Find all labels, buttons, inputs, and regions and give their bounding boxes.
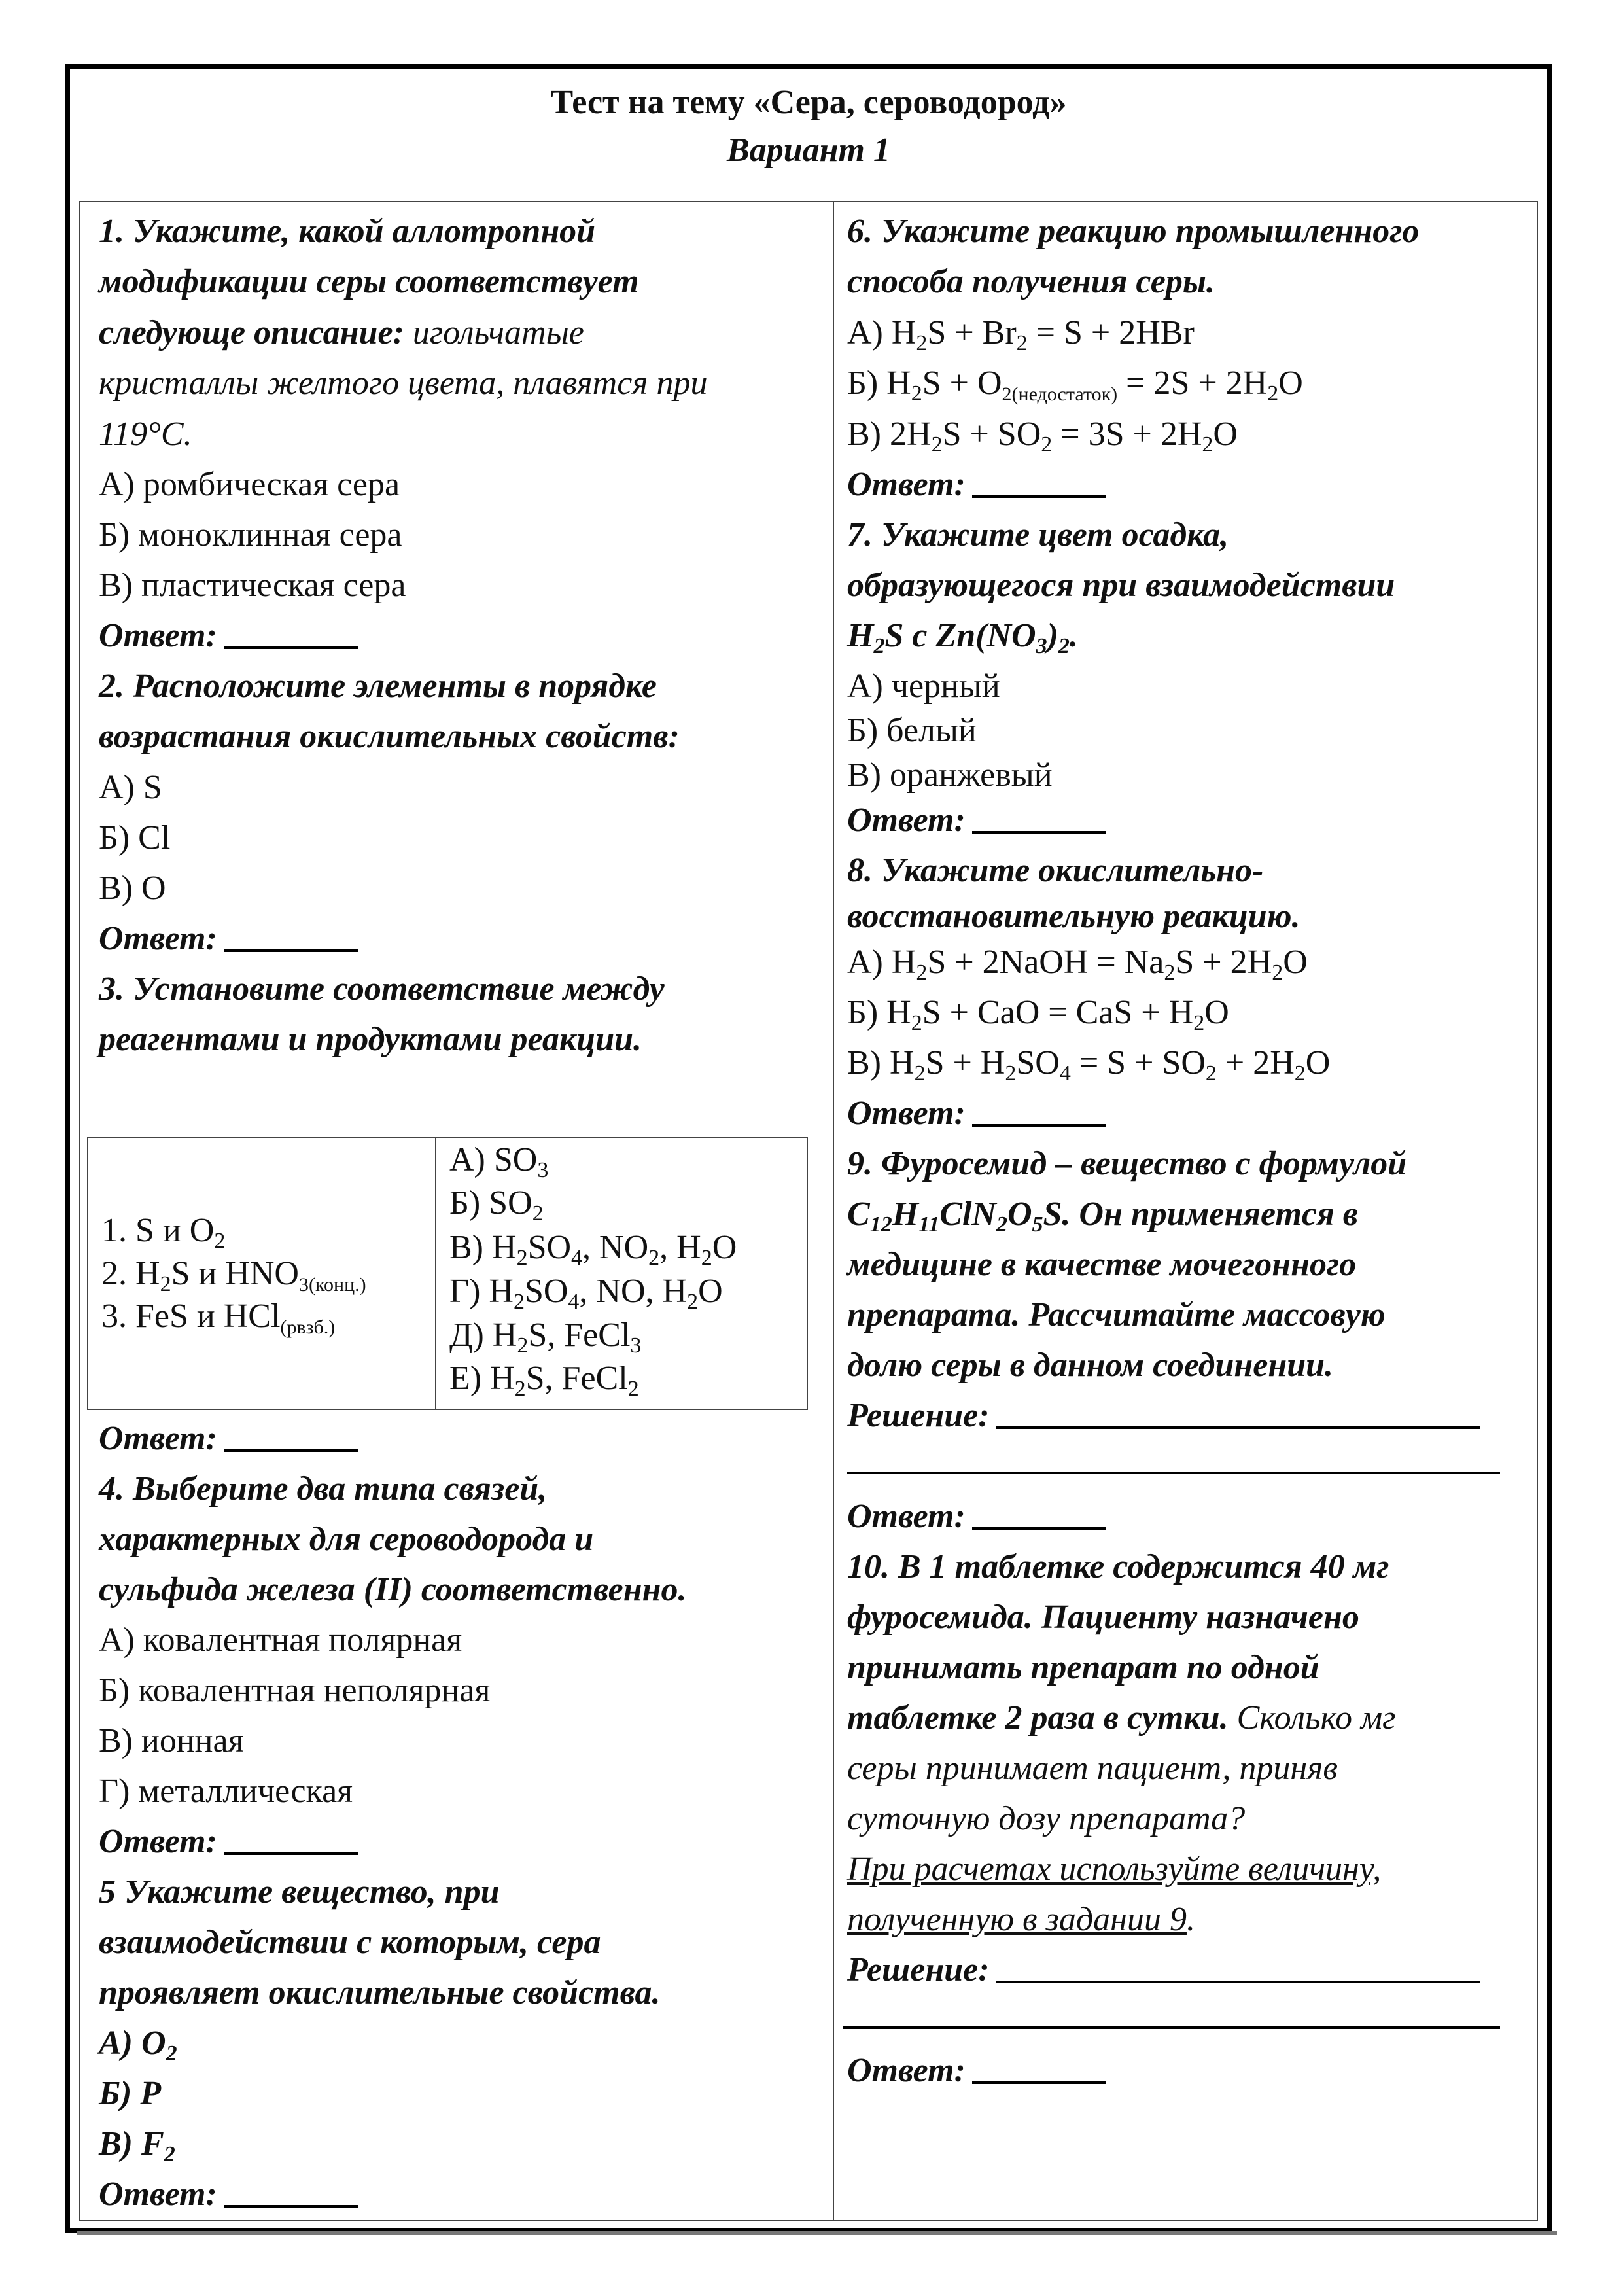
q4-answer[interactable]: Ответ: (99, 1822, 358, 1862)
q8-line: восстановительную реакцию. (847, 898, 1300, 935)
q6-line: 6. Укажите реакцию промышленного (847, 213, 1420, 250)
product-d: Г) $H_2SO_4$, NO, $H_2O$ (449, 1273, 723, 1314)
q9-solution[interactable]: Решение: (847, 1396, 1480, 1436)
q6-option-b: Б) $H_2S + O_{2(недостаток)} = 2S + 2H_2O$ (847, 364, 1303, 406)
q1-line: 119°C. (99, 415, 192, 453)
header (70, 69, 1547, 200)
q10-line: фуросемида. Пациенту назначено (847, 1598, 1359, 1636)
q2-option-b: Б) Cl (99, 819, 171, 857)
q3-line: реагентами и продуктами реакции. (99, 1021, 642, 1058)
frame-shadow (77, 2231, 1557, 2235)
q8-answer[interactable]: Ответ: (847, 1094, 1106, 1133)
q9-line: препарата. Рассчитайте массовую (847, 1296, 1386, 1333)
q4-option-d: Г) металлическая (99, 1773, 353, 1810)
q7-option-a: А) черный (847, 667, 1000, 705)
q3-answer[interactable]: Ответ: (99, 1419, 358, 1458)
q8-option-c: В) $H_2S + H_2SO_4 = S + SO_2 + 2H_2O$ (847, 1044, 1331, 1086)
q4-line: сульфида железа (II) соответственно. (99, 1571, 687, 1608)
q8-option-a: А) $H_2S$ + 2NaOH = $Na_2S + 2H_2O$ (847, 944, 1308, 985)
q7-option-b: Б) белый (847, 712, 977, 749)
q6-option-a: А) $H_2S + Br_2 = S + 2HBr$ (847, 314, 1195, 355)
product-f: Е) $H_2S$, FeCl$_2$ (449, 1360, 639, 1401)
q7-option-c: В) оранжевый (847, 756, 1053, 794)
q10-hint: При расчетах используйте величину, (847, 1850, 1382, 1888)
q6-option-c: В) $2H_2S + SO_2 = 3S + 2H_2O$ (847, 415, 1238, 457)
reagent-1: 1. S и $O_2$ (101, 1212, 226, 1253)
q2-answer[interactable]: Ответ: (99, 919, 358, 959)
q5-option-c: В) $F_2$ (99, 2125, 175, 2166)
q10-line: таблетке 2 раза в сутки. Сколько мг (847, 1699, 1396, 1737)
q2-line: возрастания окислительных свойств: (99, 718, 680, 755)
q10-hint: полученную в задании 9. (847, 1901, 1195, 1938)
q1-line: 1. Укажите, какой аллотропной (99, 213, 596, 250)
q9-answer[interactable]: Ответ: (847, 1497, 1106, 1536)
q7-answer[interactable]: Ответ: (847, 801, 1106, 840)
q5-line: проявляет окислительные свойства. (99, 1974, 661, 2011)
q6-answer[interactable]: Ответ: (847, 465, 1106, 504)
column-divider (833, 202, 834, 2220)
q3-line: 3. Установите соответствие между (99, 970, 665, 1008)
q2-option-a: А) S (99, 769, 162, 806)
q4-line: 4. Выберите два типа связей, (99, 1470, 548, 1508)
product-a: А) $SO_3$ (449, 1141, 549, 1182)
matching-table (87, 1137, 808, 1410)
q5-answer[interactable]: Ответ: (99, 2175, 358, 2214)
q1-line: следующе описание: игольчатые (99, 314, 584, 351)
q10-line: 10. В 1 таблетке содержится 40 мг (847, 1548, 1389, 1585)
q5-line: 5 Укажите вещество, при (99, 1873, 500, 1911)
q1-option-a: А) ромбическая сера (99, 466, 400, 503)
page-title: Тест на тему «Сера, сероводород» (550, 84, 1067, 121)
q1-option-c: В) пластическая сера (99, 567, 406, 604)
q4-line: характерных для сероводорода и (99, 1521, 594, 1558)
q7-line: $H_2S$ с $Zn(NO_3)_2$. (847, 617, 1078, 658)
q5-option-b: Б) P (99, 2075, 162, 2112)
product-c: В) $H_2SO_4$, $NO_2$, $H_2O$ (449, 1229, 737, 1270)
q10-solution-line[interactable] (843, 2026, 1500, 2029)
q1-line: модификации серы соответствует (99, 263, 639, 300)
q2-line: 2. Расположите элементы в порядке (99, 667, 657, 705)
q10-line: суточную дозу препарата? (847, 1800, 1246, 1837)
q8-option-b: Б) $H_2S$ + CaO = CaS + $H_2O$ (847, 994, 1229, 1035)
q9-line: 9. Фуросемид – вещество с формулой (847, 1145, 1407, 1182)
q6-line: способа получения серы. (847, 263, 1215, 300)
product-b: Б) $SO_2$ (449, 1184, 544, 1226)
q7-line: 7. Укажите цвет осадка, (847, 516, 1229, 554)
reagent-2: 2. $H_2S$ и $HNO_{3(конц.)}$ (101, 1255, 366, 1296)
q10-answer[interactable]: Ответ: (847, 2051, 1106, 2091)
questions-table (79, 201, 1538, 2221)
q4-option-a: А) ковалентная полярная (99, 1621, 462, 1659)
page-frame (65, 64, 1552, 2233)
matching-divider (435, 1138, 436, 1409)
variant-label: Вариант 1 (727, 132, 890, 169)
q5-line: взаимодействии с которым, сера (99, 1924, 601, 1961)
q10-solution[interactable]: Решение: (847, 1951, 1480, 1990)
q4-option-c: В) ионная (99, 1722, 244, 1759)
q9-solution-line[interactable] (847, 1472, 1500, 1474)
product-e: Д) $H_2S$, FeCl$_3$ (449, 1316, 642, 1358)
q2-option-c: В) O (99, 870, 166, 907)
q8-line: 8. Укажите окислительно- (847, 852, 1264, 889)
reagent-3: 3. FeS и HCl$_{(рвзб.)}$ (101, 1298, 336, 1338)
q7-line: образующегося при взаимодействии (847, 567, 1395, 604)
q9-formula-line: $C_{12}H_{11}ClN_2O_5S$. Он применяется в (847, 1195, 1358, 1237)
q1-answer[interactable]: Ответ: (99, 616, 358, 656)
q4-option-b: Б) ковалентная неполярная (99, 1672, 491, 1709)
q10-line: серы принимает пациент, приняв (847, 1750, 1338, 1787)
q1-option-b: Б) моноклинная сера (99, 516, 402, 554)
q1-line: кристаллы желтого цвета, плавятся при (99, 364, 708, 402)
q9-line: долю серы в данном соединении. (847, 1347, 1334, 1384)
q9-line: медицине в качестве мочегонного (847, 1246, 1357, 1283)
q5-option-a: А) $O_2$ (99, 2024, 177, 2066)
q10-line: принимать препарат по одной (847, 1649, 1319, 1686)
